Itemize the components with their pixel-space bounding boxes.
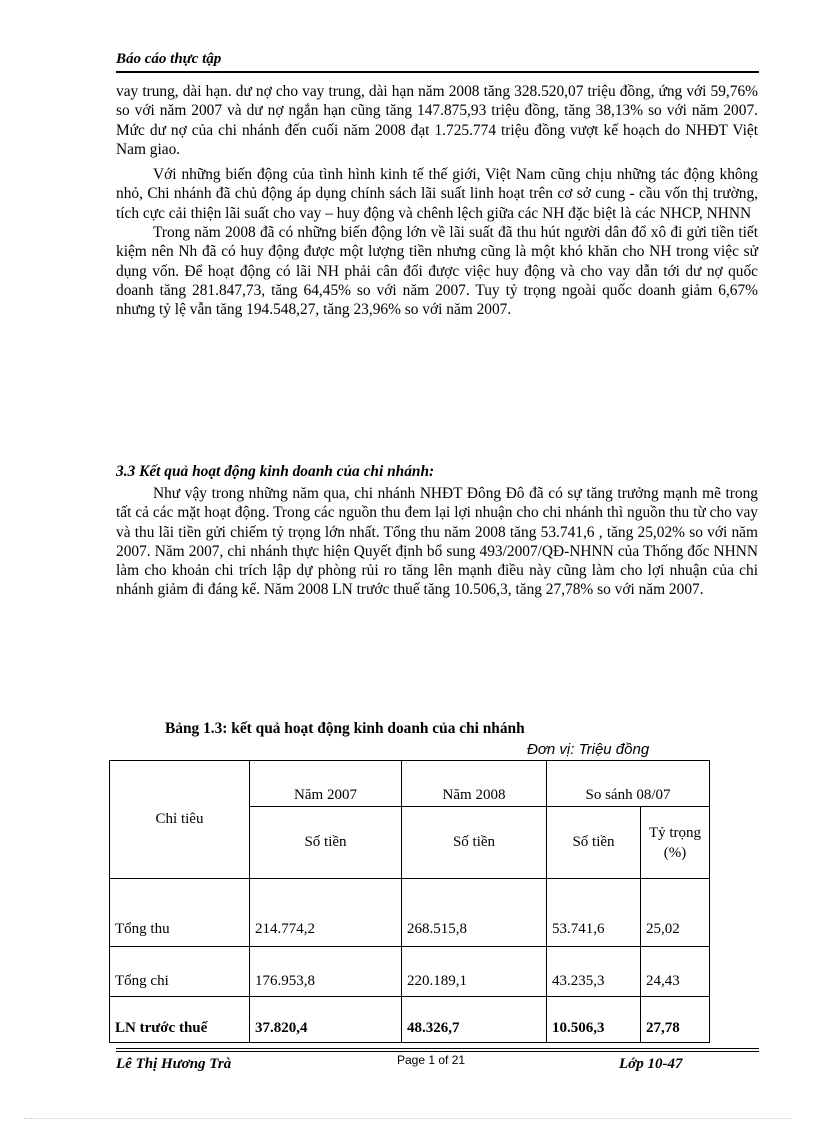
section-paragraph: Như vậy trong những năm qua, chi nhánh NHĐT Đông Đô đã có sự tăng trưởng mạnh mẽ trong tất cả các mặt hoạt động. Trong các nguồn thu đem lại lợi nhuận cho chi nhánh thì nguồn thu từ cho vay và thu lãi tiền gửi chiếm tỷ trọng lớn nhất. Tổng thu năm 2008 tăng 53.741,6 , tăng 25,02% so với năm 2007. Năm 2007, chi nhánh thực hiện Quyết định bổ sung 493/2007/QĐ-NHNN của Thống đốc NHNN làm cho khoản chi trích lập dự phòng rủi ro tăng lên mạnh điều này cũng làm cho lợi nhuận của chi nhánh giảm đi đáng kể. Năm 2008 LN trước thuế tăng 10.506,3, tăng 27,78% so với năm 2007. bbox=[116, 485, 758, 599]
footer-rule-top bbox=[116, 1048, 759, 1049]
paragraph-3: Trong năm 2008 đã có những biến động lớn về lãi suất đã thu hút người dân đổ xô đi gửi tiền tiết kiệm nên Nh đã có huy động được một lượng tiền nhưng cũng là một khó khăn cho NH trong việc sử dụng vốn. Để hoạt động có lãi NH phải cân đối được việc huy động và cho vay dẫn tới dư nợ quốc doanh tăng 281.847,73, tăng 64,45% so với năm 2007. Tuy tỷ trọng ngoài quốc doanh giảm 6,67% nhưng tỷ lệ vẫn tăng 194.548,27, tăng 23,96% so với năm 2007. bbox=[116, 224, 758, 319]
header-year-2008: Năm 2008 bbox=[402, 761, 547, 807]
header-indicator: Chỉ tiêu bbox=[110, 761, 250, 879]
footer-class: Lớp 10-47 bbox=[619, 1056, 683, 1072]
section-heading: 3.3 Kết quả hoạt động kinh doanh của chi nhánh: bbox=[116, 463, 435, 480]
row-value-2007: 214.774,2 bbox=[250, 879, 402, 947]
results-table bbox=[109, 760, 710, 1043]
header-amount-compare: Số tiền bbox=[547, 807, 641, 879]
row-value-ratio: 24,43 bbox=[641, 947, 710, 997]
table-title: Bảng 1.3: kết quả hoạt động kinh doanh của chi nhánh bbox=[165, 720, 525, 737]
table-row bbox=[110, 947, 710, 997]
section-text-block bbox=[116, 484, 758, 600]
row-value-2008: 220.189,1 bbox=[402, 947, 547, 997]
row-value-ratio: 27,78 bbox=[641, 997, 710, 1043]
header-year-2007: Năm 2007 bbox=[250, 761, 402, 807]
footer-author: Lê Thị Hương Trà bbox=[116, 1056, 232, 1072]
table-row bbox=[110, 997, 710, 1043]
row-indicator: LN trước thuế bbox=[110, 997, 250, 1043]
body-text-block bbox=[116, 82, 758, 320]
row-value-2008: 268.515,8 bbox=[402, 879, 547, 947]
row-value-diff: 53.741,6 bbox=[547, 879, 641, 947]
row-value-2008: 48.326,7 bbox=[402, 997, 547, 1043]
header-amount-2008: Số tiền bbox=[402, 807, 547, 879]
row-indicator: Tổng thu bbox=[110, 879, 250, 947]
row-value-ratio: 25,02 bbox=[641, 879, 710, 947]
row-value-2007: 176.953,8 bbox=[250, 947, 402, 997]
page-header: Báo cáo thực tập bbox=[116, 51, 222, 67]
header-amount-2007: Số tiền bbox=[250, 807, 402, 879]
row-indicator: Tổng chi bbox=[110, 947, 250, 997]
header-compare: So sánh 08/07 bbox=[547, 761, 710, 807]
page-bottom-border bbox=[24, 1118, 792, 1119]
row-value-2007: 37.820,4 bbox=[250, 997, 402, 1043]
header-ratio: Tỷ trọng (%) bbox=[641, 807, 710, 879]
row-value-diff: 10.506,3 bbox=[547, 997, 641, 1043]
table-unit: Đơn vị: Triệu đồng bbox=[527, 741, 650, 758]
table-row bbox=[110, 879, 710, 947]
header-rule bbox=[116, 71, 759, 73]
row-value-diff: 43.235,3 bbox=[547, 947, 641, 997]
paragraph-2: Với những biến động của tình hình kinh tế thế giới, Việt Nam cũng chịu những tác động không nhỏ, Chi nhánh đã chủ động áp dụng chính sách lãi suất linh hoạt trên cơ sở cung - cầu vốn thị trường, tích cực cải thiện lãi suất cho vay – huy động và chênh lệch giữa các NH đặc biệt là các NHCP, NHNN bbox=[116, 166, 758, 222]
table-header-row bbox=[110, 761, 710, 807]
paragraph-1: vay trung, dài hạn. dư nợ cho vay trung, dài hạn năm 2008 tăng 328.520,07 triệu đồng, ứng với 59,76% so với năm 2007 và dư nợ ngắn hạn cũng tăng 147.875,93 triệu đồng, tăng 38,13% so với năm 2007. Mức dư nợ của chi nhánh đến cuối năm 2008 đạt 1.725.774 triệu đồng vượt kế hoạch do NHĐT Việt Nam giao. bbox=[116, 83, 758, 158]
footer-rule-bottom bbox=[116, 1051, 759, 1052]
footer-page-number: Page 1 of 21 bbox=[397, 1053, 466, 1067]
